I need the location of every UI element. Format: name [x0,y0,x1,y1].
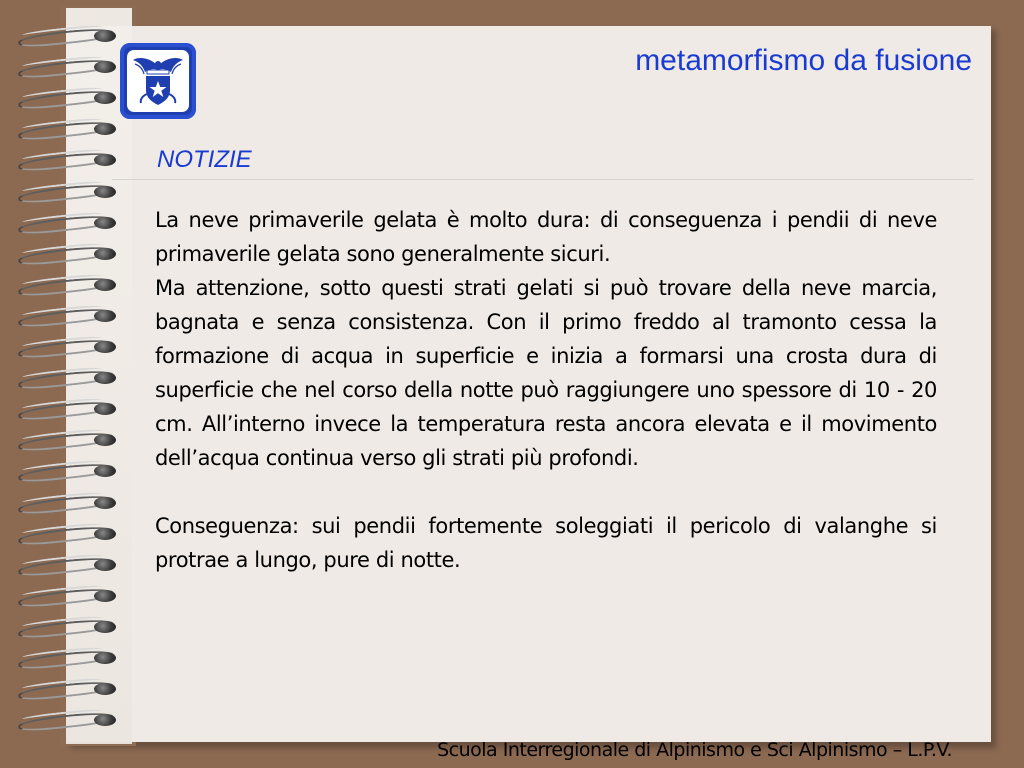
spiral-ring [14,211,124,237]
spiral-hole [94,497,116,509]
body-paragraph: La neve primaverile gelata è molto dura: di conseguenza i pendii di neve primaverile gelata sono generalmente sicuri. [155,208,937,266]
spiral-ring [14,708,124,734]
club-eagle-star-emblem-icon [127,50,189,112]
spiral-hole [94,465,116,477]
spiral-ring [14,180,124,206]
club-logo [120,43,196,119]
spiral-binding [14,24,124,744]
spiral-hole [94,61,116,73]
heading-divider [112,179,974,180]
spiral-ring [14,677,124,703]
spiral-ring [14,491,124,517]
spiral-ring [14,242,124,268]
spiral-hole [94,590,116,602]
spiral-ring [14,86,124,112]
spiral-ring [14,117,124,143]
spiral-hole [94,310,116,322]
slide-body [155,203,937,577]
spiral-hole [94,341,116,353]
spiral-ring [14,553,124,579]
section-heading: NOTIZIE [157,146,252,173]
slide-footer: Scuola Interregionale di Alpinismo e Sci Alpinismo – L.P.V. [437,739,952,761]
spiral-ring [14,366,124,392]
spiral-hole [94,186,116,198]
spiral-ring [14,148,124,174]
spiral-hole [94,92,116,104]
spiral-hole [94,621,116,633]
spiral-hole [94,683,116,695]
spiral-hole [94,217,116,229]
spiral-ring [14,273,124,299]
body-paragraph: Conseguenza: sui pendii fortemente soleggiati il pericolo di valanghe si protrae a lungo, pure di notte. [155,514,937,572]
spiral-hole [94,528,116,540]
spiral-hole [94,279,116,291]
spiral-ring [14,459,124,485]
spiral-ring [14,615,124,641]
spiral-ring [14,24,124,50]
spiral-hole [94,372,116,384]
spiral-ring [14,335,124,361]
spiral-hole [94,403,116,415]
spiral-hole [94,123,116,135]
spiral-ring [14,428,124,454]
body-paragraph: Ma attenzione, sotto questi strati gelati si può trovare della neve marcia, bagnata e senza consistenza. Con il primo freddo al tramonto cessa la formazione di acqua in superficie e inizia a formarsi una crosta dura di superficie che nel corso della notte può raggiungere uno spessore di 10 - 20 cm. All’interno invece la temperatura resta ancora elevata e il movimento dell’acqua continua verso gli strati più profondi. [155,276,937,470]
spiral-ring [14,646,124,672]
spiral-ring [14,304,124,330]
spiral-hole [94,559,116,571]
spiral-hole [94,248,116,260]
spiral-hole [94,154,116,166]
spiral-ring [14,584,124,610]
spiral-ring [14,522,124,548]
spiral-ring [14,397,124,423]
spiral-ring [14,55,124,81]
spiral-hole [94,434,116,446]
slide-title: metamorfismo da fusione [635,44,972,77]
paragraph-gap [155,475,937,509]
spiral-hole [94,714,116,726]
spiral-hole [94,30,116,42]
spiral-hole [94,652,116,664]
